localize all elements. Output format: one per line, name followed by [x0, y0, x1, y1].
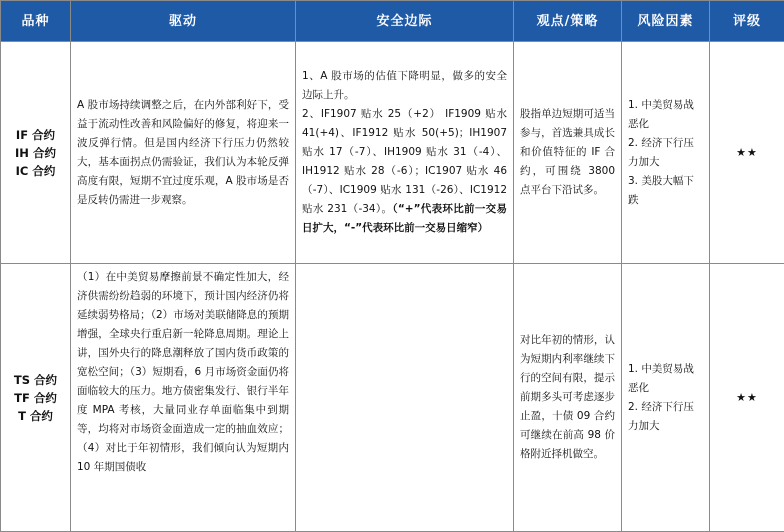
rating-cell	[710, 264, 784, 532]
safety-point: 2、IF1907 贴水 25（+2） IF1909 贴水 41(+4)、IF1912 贴水 50(+5)；IH1907 贴水 17（-7）、IH1909 贴水 31（-4）、IH1912 贴水 28（-6）；IC1907 贴水 46（-7）、IC1909 贴水 131（-26）、IC1912 贴水 231（-34）。	[302, 108, 507, 215]
driver-text: （1）在中美贸易摩擦前景不确定性加大，经济供需纷纷趋弱的环境下，预计国内经济仍将延续弱势格局；（2）市场对美联储降息的预期增强，全球央行重启新一轮降息周期。理论上讲，国外央行的降息潮释放了国内货币政策的宽松空间；（3）短期看，6 月市场资金面仍将面临较大的压力。地方债密集发行、银行半年度 MPA 考核，大量同业存单面临集中到期等，均将对市场资金面造成一定的抽血效应；（4）对比于年初情形，我们倾向认为短期内 10 年期国债收	[77, 268, 289, 477]
safety-point: 1、A 股市场的估值下降明显，做多的安全边际上升。	[302, 67, 507, 105]
product-name: IC 合约	[1, 162, 70, 180]
product-name: T 合约	[1, 407, 70, 425]
driver-text: A 股市场持续调整之后，在内外部利好下，受益于流动性改善和风险偏好的修复，将迎来一波反弹行情。但是国内经济下行压力仍然较大，基本面拐点仍需验证，我们认为本轮反弹高度有限，短期不宜过度乐观，A 股市场是否是反转仍需进一步观察。	[77, 96, 289, 210]
risk-cell	[622, 42, 710, 264]
safety-margin-cell	[296, 264, 514, 532]
view-text: 股指单边短期可适当参与，首选兼具成长和价值特征的 IF 合约，可围绕 3800 点平台下沿试多。	[520, 105, 615, 200]
rating-stars: ★★	[736, 391, 758, 404]
risk-item: 1. 中美贸易战恶化	[628, 96, 703, 134]
safety-note: （“+”代表环比前一交易日扩大，“-”代表环比前一交易日缩窄）	[302, 203, 507, 234]
safety-margin-cell	[296, 42, 514, 264]
product-cell	[1, 42, 71, 264]
table-row	[1, 264, 784, 532]
risk-item: 2. 经济下行压力加大	[628, 398, 703, 436]
header-rating: 评级	[710, 1, 784, 42]
view-text: 对比年初的情形，认为短期内利率继续下行的空间有限，提示前期多头可考虑逐步止盈，十债 09 合约可继续在前高 98 价格附近择机做空。	[520, 331, 615, 464]
risk-item: 3. 美股大幅下跌	[628, 172, 703, 210]
product-cell	[1, 264, 71, 532]
rating-stars: ★★	[736, 146, 758, 159]
table-row	[1, 42, 784, 264]
view-cell	[514, 264, 622, 532]
product-name: TF 合约	[1, 389, 70, 407]
view-cell	[514, 42, 622, 264]
driver-cell	[71, 42, 296, 264]
header-driver: 驱动	[71, 1, 296, 42]
rating-cell	[710, 42, 784, 264]
header-safety-margin: 安全边际	[296, 1, 514, 42]
header-product: 品种	[1, 1, 71, 42]
product-name: IH 合约	[1, 144, 70, 162]
header-view: 观点/策略	[514, 1, 622, 42]
product-name: IF 合约	[1, 126, 70, 144]
driver-cell	[71, 264, 296, 532]
risk-item: 2. 经济下行压力加大	[628, 134, 703, 172]
table-header-row	[1, 1, 784, 42]
risk-cell	[622, 264, 710, 532]
product-name: TS 合约	[1, 371, 70, 389]
header-risk: 风险因素	[622, 1, 710, 42]
risk-item: 1. 中美贸易战恶化	[628, 360, 703, 398]
